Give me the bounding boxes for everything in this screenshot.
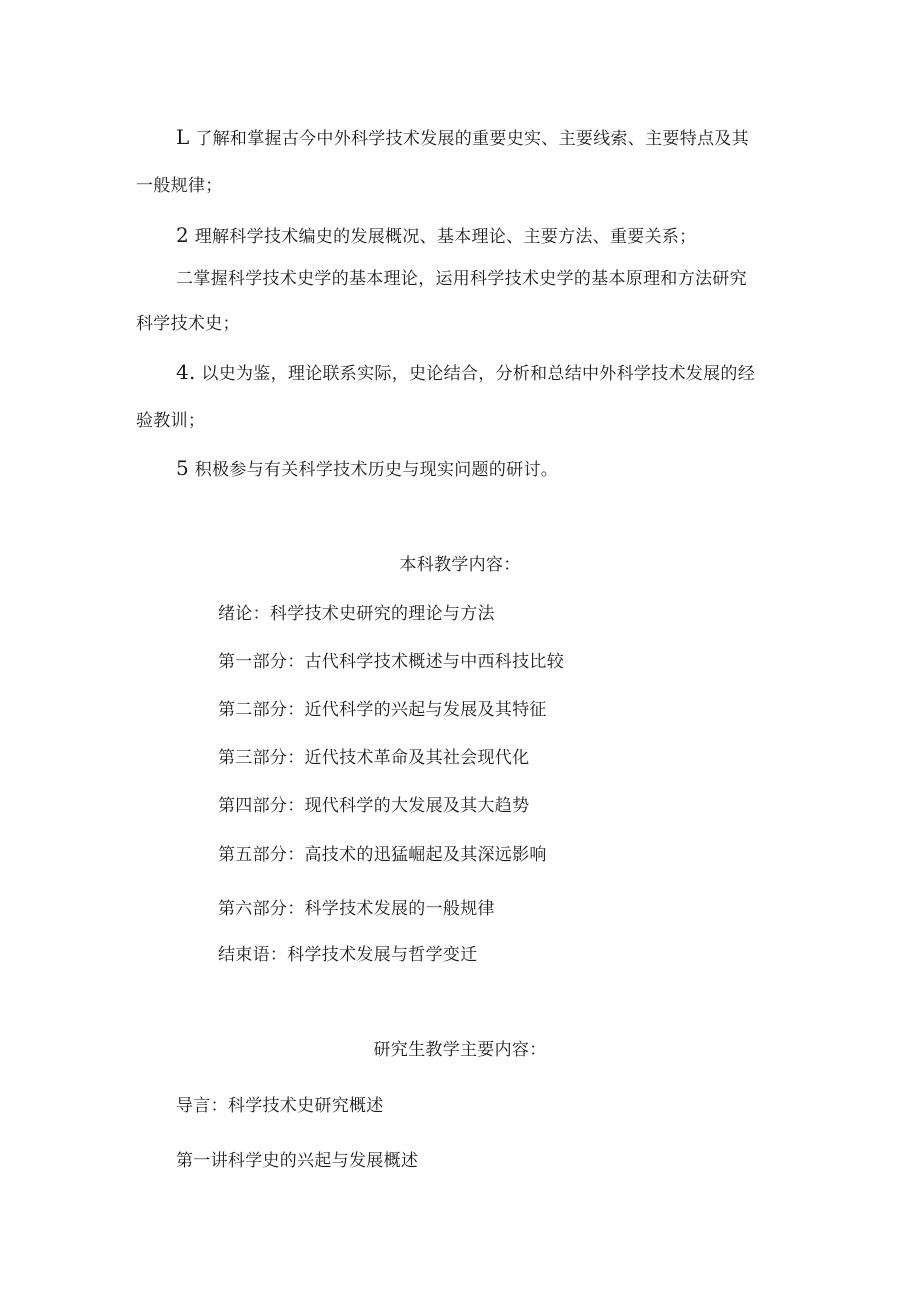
undergrad-item: 绪论：科学技术史研究的理论与方法 bbox=[218, 604, 495, 624]
objective-marker: 二 bbox=[176, 269, 194, 289]
objective-3 bbox=[176, 267, 747, 291]
objective-text: 理解科学技术编史的发展概况、基本理论、主要方法、重要关系； bbox=[194, 227, 697, 247]
objective-text: 了解和掌握古今中外科学技术发展的重要史实、主要线索、主要特点及其 bbox=[195, 129, 749, 149]
objective-text: 以史为鉴，理论联系实际，史论结合，分析和总结中外科学技术发展的经 bbox=[201, 364, 756, 384]
graduate-item: 第一讲科学史的兴起与发展概述 bbox=[176, 1151, 419, 1171]
undergrad-item: 第一部分：古代科学技术概述与中西科技比较 bbox=[218, 652, 564, 672]
objective-3-continuation: 科学技术史； bbox=[136, 314, 240, 334]
undergrad-item: 第三部分：近代技术革命及其社会现代化 bbox=[218, 748, 530, 768]
objective-4 bbox=[176, 360, 755, 386]
objective-1 bbox=[176, 125, 749, 151]
graduate-item: 导言：科学技术史研究概述 bbox=[176, 1096, 384, 1116]
objective-text: 掌握科学技术史学的基本理论，运用科学技术史学的基本原理和方法研究 bbox=[193, 269, 747, 289]
objective-text: 积极参与有关科学技术历史与现实问题的研讨。 bbox=[194, 460, 559, 480]
undergrad-item: 第四部分：现代科学的大发展及其大趋势 bbox=[218, 796, 530, 816]
objective-marker: 4. bbox=[176, 360, 196, 384]
undergrad-item: 第六部分：科学技术发展的一般规律 bbox=[218, 899, 495, 919]
objective-marker: L bbox=[176, 125, 190, 149]
undergrad-item: 第五部分：高技术的迅猛崛起及其深远影响 bbox=[218, 845, 547, 865]
objective-4-continuation: 验教训； bbox=[136, 411, 206, 431]
objective-marker: 5 bbox=[176, 456, 190, 480]
objective-2 bbox=[176, 223, 696, 249]
objective-5 bbox=[176, 456, 558, 482]
graduate-heading: 研究生教学主要内容： bbox=[373, 1040, 547, 1060]
objective-1-continuation: 一般规律； bbox=[136, 176, 223, 196]
undergrad-item: 结束语：科学技术发展与哲学变迁 bbox=[218, 945, 478, 965]
objective-marker: 2 bbox=[176, 223, 190, 247]
undergrad-heading: 本科教学内容： bbox=[399, 555, 521, 575]
undergrad-item: 第二部分：近代科学的兴起与发展及其特征 bbox=[218, 700, 547, 720]
